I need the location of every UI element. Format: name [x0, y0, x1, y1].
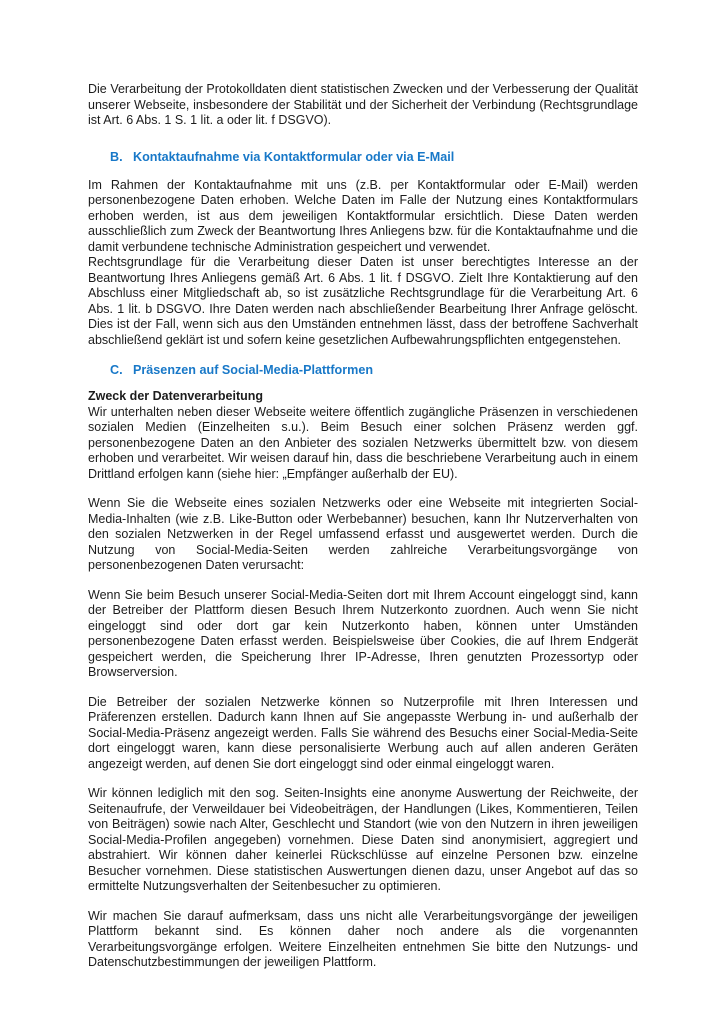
paragraph-logged-in: Wenn Sie beim Besuch unserer Social-Media-Seiten dort mit Ihrem Account eingeloggt sind, kann der Betreiber der Plattform diesen Besuch Ihrem Nutzerkonto zuordnen. Auch wenn Sie nicht eingeloggt sind oder dort gar kein Nutzerkonto haben, können unter Umständen personenbezogene Daten erfasst werden. Beispielsweise über Cookies, die auf Ihrem Endgerät gespeichert werden, die Speicherung Ihrer IP-Adresse, Ihren genutzten Prozessortyp oder Browserversion. [88, 587, 638, 679]
paragraph-protocol-data: Die Verarbeitung der Protokolldaten dient statistischen Zwecken und der Verbesserung der Qualität unserer Webseite, insbesondere der Stabilität und der Sicherheit der Verbindung (Rechtsgrundlage ist Art. 6 Abs. 1 S. 1 lit. a oder lit. f DSGVO). [88, 82, 638, 127]
paragraph-contact-legal-basis: Rechtsgrundlage für die Verarbeitung dieser Daten ist unser berechtigtes Interesse an der Beantwortung Ihres Anliegens gemäß Art. 6 Abs. 1 lit. f DSGVO. Zielt Ihre Kontaktierung auf den Abschluss einer Mitgliedschaft ab, so ist zusätzliche Rechtsgrundlage für die Verarbeitung Art. 6 Abs. 1 lit. b DSGVO. Ihre Daten werden nach abschließender Bearbeitung Ihrer Anfrage gelöscht. Dies ist der Fall, wenn sich aus den Umständen entnehmen lässt, dass der betroffene Sachverhalt abschließend geklärt ist und sofern keine gesetzlichen Aufbewahrungspflichten entgegenstehen. [88, 255, 638, 347]
paragraph-network-operators: Die Betreiber der sozialen Netzwerke können so Nutzerprofile mit Ihren Interessen und Präferenzen erstellen. Dadurch kann Ihnen auf Sie angepasste Werbung in- und außerhalb der Social-Media-Präsenz angezeigt werden. Falls Sie während des Besuchs einer Social-Media-Seite dort eingeloggt waren, kann diese personalisierte Werbung auch auf allen anderen Geräten angezeigt werden, auf denen Sie dort eingeloggt sind oder einmal eingeloggt waren. [88, 694, 638, 771]
paragraph-page-insights: Wir können lediglich mit den sog. Seiten-Insights eine anonyme Auswertung der Reichweite, der Seitenaufrufe, der Verweildauer bei Videobeiträgen, der Handlungen (Likes, Kommentieren, Teilen von Beiträgen) sowie nach Alter, Geschlecht und Standort (wie von den Nutzern in ihren jeweiligen Social-Media-Profilen angegeben) vornehmen. Diese Daten sind anonymisiert, aggregiert und abstrahiert. Wir können daher keinerlei Rückschlüsse auf einzelne Personen bzw. einzelne Besucher vornehmen. Diese statistischen Auswertungen dienen dazu, unser Angebot auf das so ermittelte Nutzungsverhalten der Seitenbesucher zu optimieren. [88, 786, 638, 893]
section-letter: B. [110, 149, 123, 164]
section-letter: C. [110, 363, 123, 377]
paragraph-purpose: Wir unterhalten neben dieser Webseite weitere öffentlich zugängliche Präsenzen in verschiedenen sozialen Medien (Einzelheiten s.u.). Beim Besuch einer solchen Präsenz werden ggf. personenbezogene Daten an den Anbieter des sozialen Netzwerks übermittelt bzw. von diesem erhoben und verarbeitet. Wir weisen darauf hin, dass die beschriebene Verarbeitung auch in einem Drittland erfolgen kann (siehe hier: „Empfänger außerhalb der EU). [88, 404, 638, 481]
section-title: Kontaktaufnahme via Kontaktformular oder via E-Mail [133, 149, 455, 164]
subheading-purpose: Zweck der Datenverarbeitung [88, 389, 264, 403]
text-column [88, 82, 638, 971]
section-title: Präsenzen auf Social-Media-Plattformen [133, 363, 374, 377]
paragraph-social-visit: Wenn Sie die Webseite eines sozialen Netzwerks oder eine Webseite mit integrierten Social-Media-Inhalten (wie z.B. Like-Button oder Werbebanner) besuchen, kann Ihr Nutzerverhalten von den sozialen Netzwerken in der Regel umfassend erfasst und ausgewertet werden. Durch die Nutzung von Social-Media-Seiten werden zahlreiche Verarbeitungsvorgänge von personenbezogenen Daten verursacht: [88, 496, 638, 572]
section-heading-b [110, 149, 638, 165]
paragraph-contact-intro: Im Rahmen der Kontaktaufnahme mit uns (z.B. per Kontaktformular oder E-Mail) werden personenbezogene Daten erhoben. Welche Daten im Falle der Nutzung eines Kontaktformulars erhoben werden, ist aus dem jeweiligen Kontaktformular ersichtlich. Diese Daten werden ausschließlich zum Zweck der Beantwortung Ihres Anliegens bzw. für die Kontaktaufnahme und die damit verbundene technische Administration gespeichert und verwendet. [88, 177, 638, 254]
section-heading-c [110, 362, 638, 378]
paragraph-disclaimer: Wir machen Sie darauf aufmerksam, dass uns nicht alle Verarbeitungsvorgänge der jeweiligen Plattform bekannt sind. Es können daher noch andere als die vorgenannten Verarbeitungsvorgänge erfolgen. Weitere Einzelheiten entnehmen Sie bitte den Nutzungs- und Datenschutzbestimmungen der jeweiligen Plattform. [88, 908, 638, 969]
